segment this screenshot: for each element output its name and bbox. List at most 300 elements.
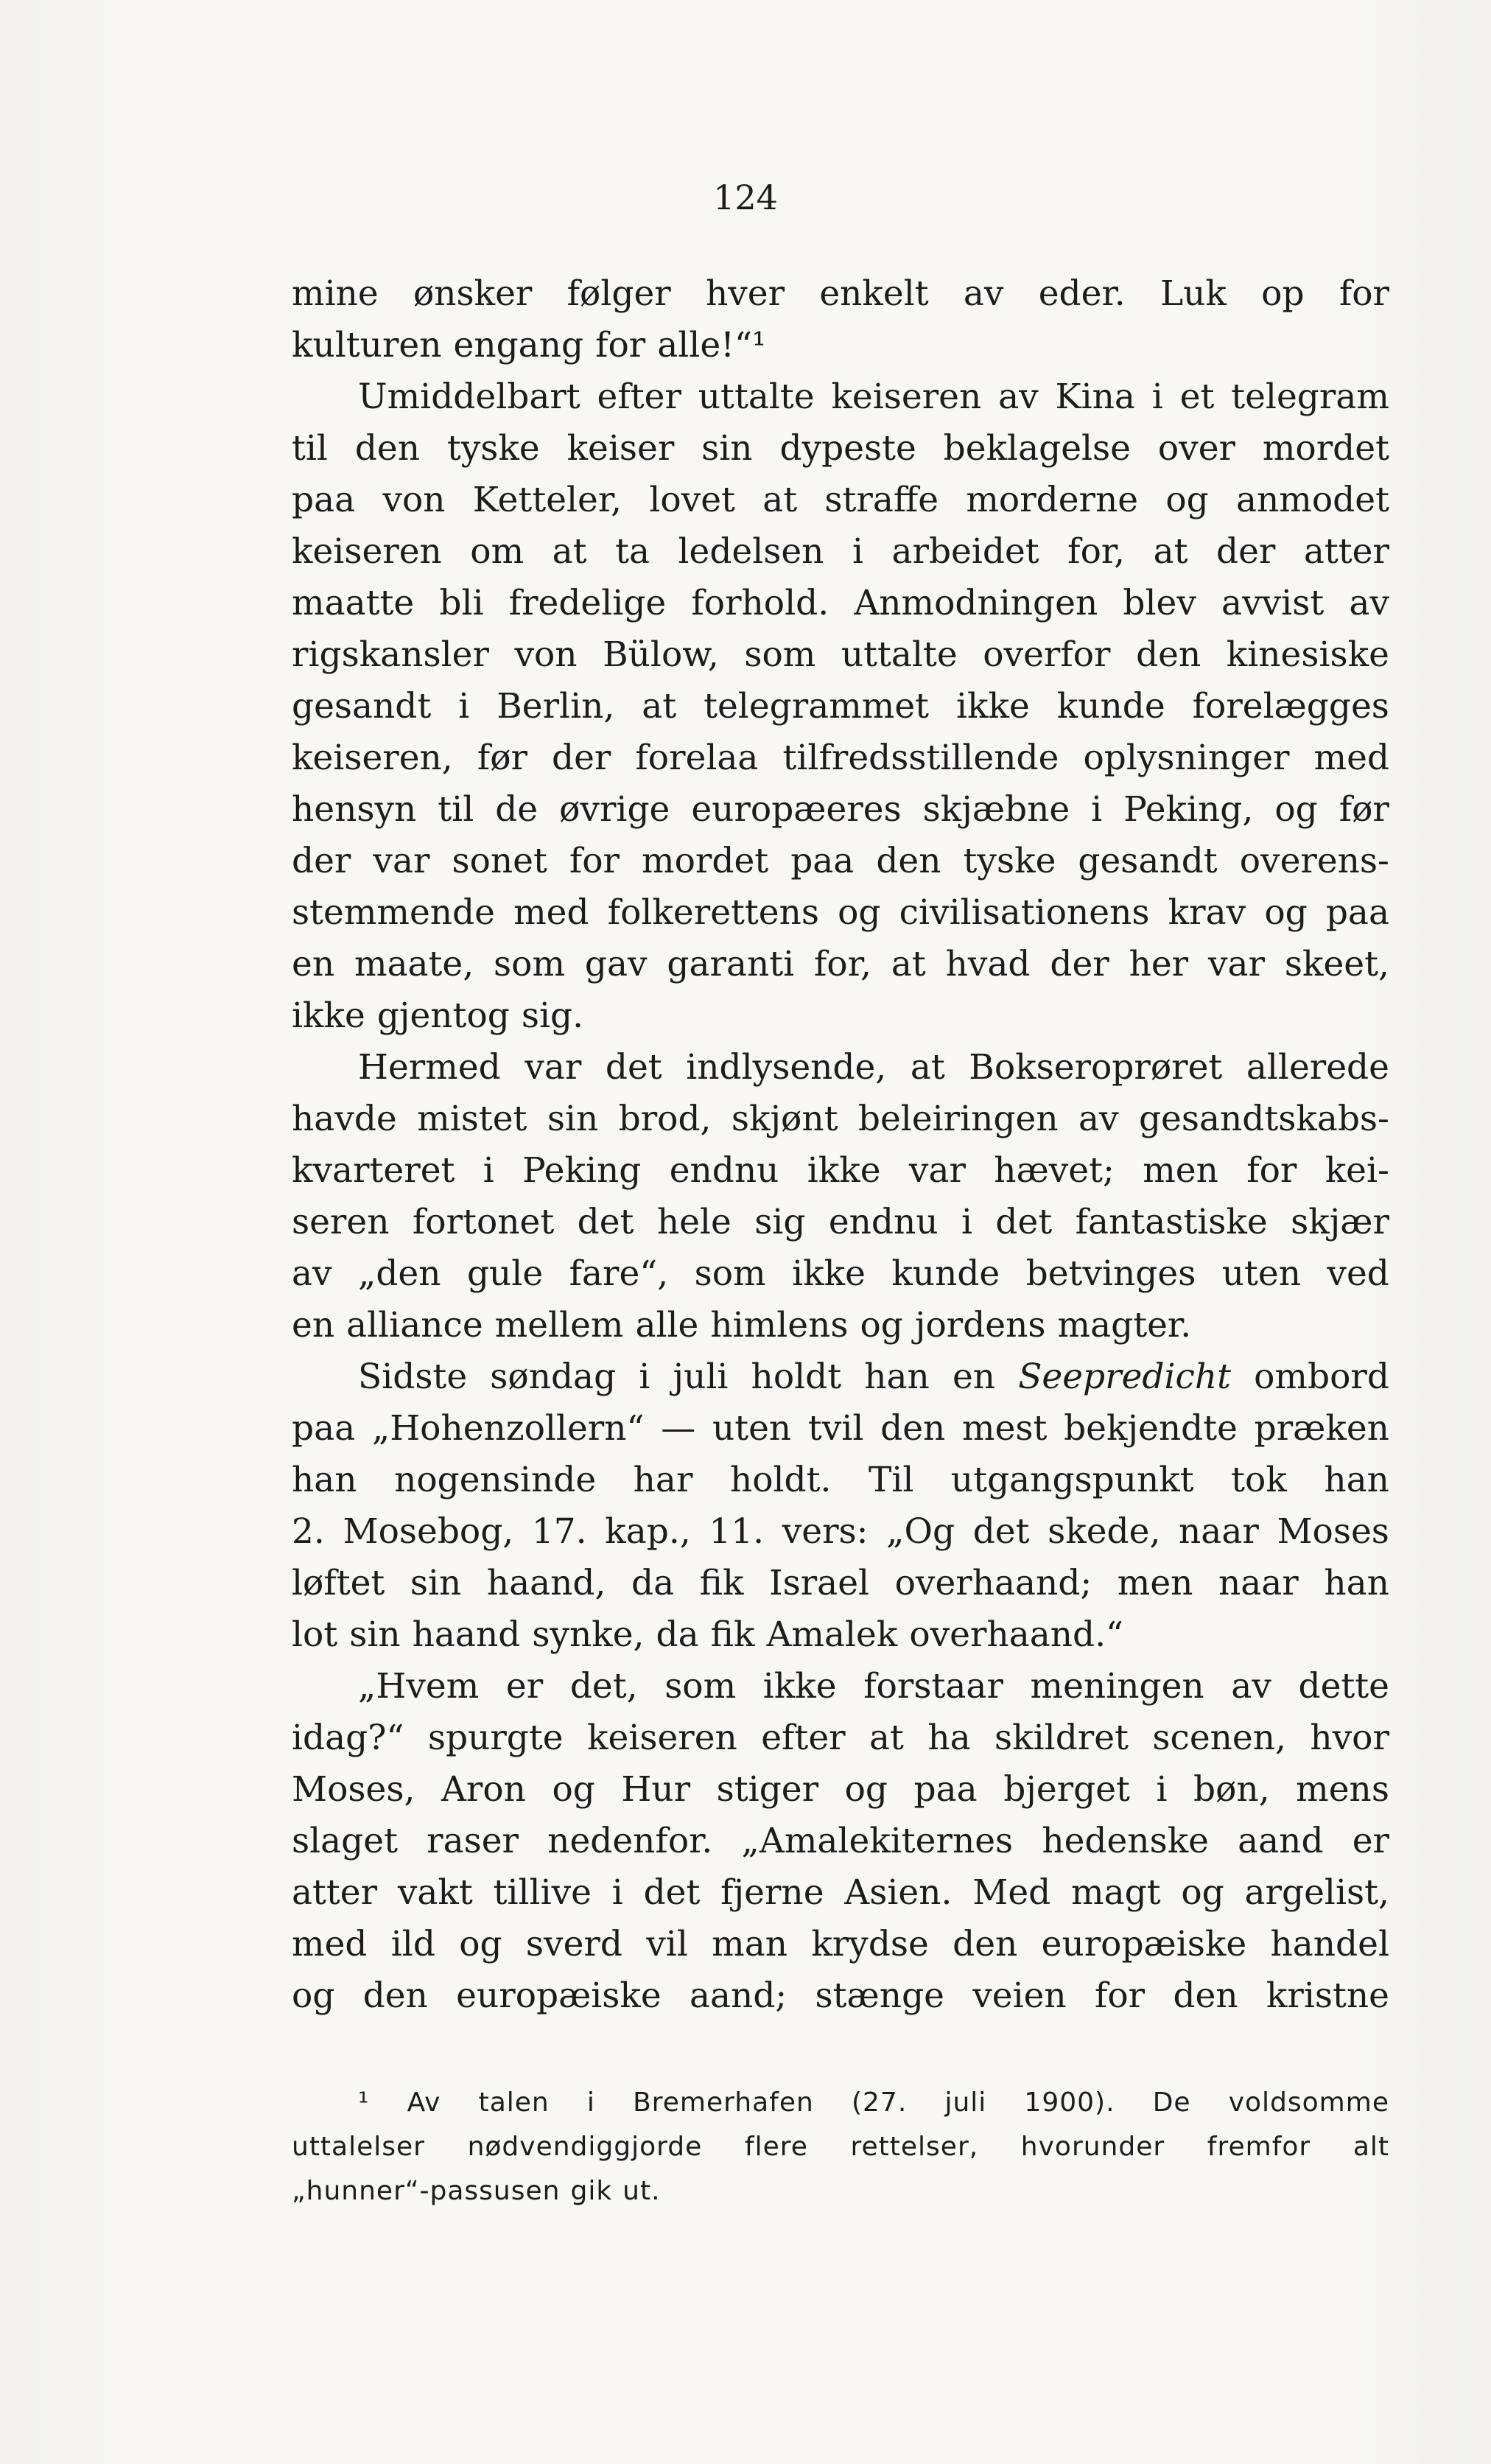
word: sin: [547, 1099, 599, 1139]
word: anmodet: [1236, 480, 1389, 520]
word: Til: [868, 1460, 914, 1500]
word: holdt.: [729, 1460, 832, 1500]
word: vers:: [782, 1511, 869, 1552]
word: i: [586, 2087, 595, 2118]
word: i: [458, 686, 470, 727]
word: Moses,: [292, 1769, 415, 1810]
word: sin: [701, 428, 753, 469]
word: skede,: [1048, 1511, 1161, 1552]
word: tvil: [807, 1408, 864, 1449]
word: handel: [1270, 1924, 1389, 1964]
footnotes: [292, 2081, 1389, 2213]
word: efter: [761, 1718, 846, 1758]
word: paa: [292, 480, 356, 520]
word: paa: [790, 841, 855, 881]
word: voldsomme: [1228, 2087, 1389, 2118]
word: Hermed: [358, 1047, 501, 1088]
word: i: [611, 1872, 623, 1913]
word: meningen: [1030, 1666, 1204, 1707]
word: der: [552, 738, 611, 778]
word: tillive: [493, 1872, 592, 1913]
word: garanti: [667, 944, 795, 984]
word: uten: [1221, 1253, 1301, 1294]
word: det: [972, 1511, 1030, 1552]
word: Moses: [1277, 1511, 1389, 1552]
word: og: [459, 1924, 502, 1964]
word: en: [292, 1305, 335, 1345]
word: keiser: [566, 428, 675, 469]
word: „Hvem: [358, 1666, 480, 1707]
word: avvist: [1221, 583, 1325, 623]
word: Ketteler,: [472, 480, 622, 520]
word: han: [1324, 1563, 1389, 1603]
body-line: [292, 423, 1389, 475]
word: jordens: [914, 1305, 1046, 1345]
word: at: [891, 944, 926, 984]
word: seren: [292, 1202, 390, 1242]
word: oplysninger: [1083, 738, 1290, 778]
word: er: [505, 1666, 544, 1707]
word: Seepredicht: [1018, 1357, 1231, 1397]
word: talen: [478, 2087, 550, 2118]
body-line: [292, 268, 1389, 320]
body-line: [292, 629, 1389, 681]
word: atter: [1303, 531, 1389, 572]
word: bøn,: [1193, 1769, 1270, 1810]
word: fare“,: [569, 1253, 669, 1294]
word: krav: [1168, 892, 1246, 933]
word: „hunner“-passusen: [292, 2176, 561, 2206]
word: mellem: [494, 1305, 624, 1345]
word: hvad: [945, 944, 1031, 984]
word: Bokseroprøret: [969, 1047, 1223, 1088]
word: Sidste: [358, 1357, 468, 1397]
word: slaget: [292, 1821, 398, 1861]
word: der: [292, 841, 351, 881]
word: Umiddelbart: [358, 377, 580, 417]
word: 11.: [709, 1511, 765, 1552]
word: at: [1153, 531, 1188, 572]
word: mine: [292, 273, 379, 314]
word: ved: [1327, 1253, 1389, 1294]
word: telegram: [1231, 377, 1389, 417]
word: von: [514, 634, 578, 675]
word: paa: [292, 1408, 356, 1449]
word: her: [1129, 944, 1189, 984]
word: det: [577, 1202, 634, 1242]
word: skeet,: [1284, 944, 1389, 984]
word: og: [1165, 480, 1209, 520]
word: skjæbne: [922, 789, 1070, 830]
body-line: [292, 1042, 1389, 1093]
word: det: [605, 1047, 662, 1088]
body-line: [292, 1197, 1389, 1248]
word: ønsker: [413, 273, 533, 314]
word: Bülow,: [603, 634, 719, 675]
word: stemmende: [292, 892, 495, 933]
word: rigskansler: [292, 634, 489, 675]
word: vakt: [397, 1872, 473, 1913]
word: ikke: [292, 995, 365, 1036]
word: aand: [1238, 1821, 1324, 1861]
word: kunde: [891, 1253, 1000, 1294]
word: 2.: [292, 1511, 325, 1552]
word: ¹: [358, 2087, 370, 2118]
word: gik: [570, 2176, 613, 2206]
word: juli: [673, 1357, 729, 1397]
word: til: [438, 789, 474, 830]
word: mistet: [417, 1099, 527, 1139]
word: Aron: [441, 1769, 526, 1810]
word: naar: [1218, 1563, 1299, 1603]
word: juli: [944, 2087, 987, 2118]
word: over: [1157, 428, 1235, 469]
word: arbeidet: [891, 531, 1039, 572]
word: gjentog: [376, 995, 510, 1036]
word: himlens: [710, 1305, 849, 1345]
body-line: [292, 836, 1389, 887]
word: og: [844, 1769, 888, 1810]
word: er: [1352, 1821, 1389, 1861]
word: i: [639, 1357, 650, 1397]
word: øvrige: [559, 789, 670, 830]
footnote-line: [292, 2081, 1389, 2125]
word: magt: [1071, 1872, 1161, 1913]
word: stiger: [716, 1769, 819, 1810]
word: „Hohenzollern“: [371, 1408, 645, 1449]
word: skildret: [994, 1718, 1129, 1758]
word: folkerettens: [607, 892, 819, 933]
word: —: [661, 1408, 696, 1449]
word: Luk: [1160, 273, 1227, 314]
word: idag?“: [292, 1718, 404, 1758]
word: veien: [972, 1975, 1067, 2016]
body-line: [292, 1867, 1389, 1919]
word: civilisationens: [899, 892, 1150, 933]
word: naar: [1179, 1511, 1259, 1552]
word: alle!“¹: [657, 325, 766, 365]
word: som: [744, 634, 816, 675]
body-line: [292, 1248, 1389, 1300]
word: beklagelse: [943, 428, 1131, 469]
word: ledelsen: [678, 531, 824, 572]
word: fik: [710, 1614, 755, 1655]
word: var: [908, 1150, 966, 1191]
word: det,: [569, 1666, 638, 1707]
word: gesandtskabs-: [1138, 1099, 1389, 1139]
word: tyske: [446, 428, 540, 469]
word: lot: [292, 1614, 338, 1655]
word: 17.: [531, 1511, 587, 1552]
word: han: [864, 1357, 930, 1397]
word: telegrammet: [704, 686, 930, 727]
body-line: [292, 526, 1389, 578]
word: hensyn: [292, 789, 417, 830]
word: sin: [349, 1614, 401, 1655]
word: eder.: [1038, 273, 1126, 314]
word: at: [642, 686, 677, 727]
word: Peking,: [1123, 789, 1254, 830]
word: fredelige: [508, 583, 667, 623]
word: Asien.: [844, 1872, 953, 1913]
word: ikke: [762, 1666, 837, 1707]
word: gav: [584, 944, 648, 984]
word: holdt: [751, 1357, 842, 1397]
word: for: [1339, 273, 1389, 314]
word: Amalek: [766, 1614, 898, 1655]
word: blev: [1123, 583, 1196, 623]
word: en: [292, 944, 335, 984]
word: den: [876, 841, 941, 881]
word: i: [852, 531, 863, 572]
body-line: [292, 1816, 1389, 1867]
word: at: [910, 1047, 945, 1088]
word: tok: [1231, 1460, 1287, 1500]
word: for,: [1067, 531, 1126, 572]
body-line: [292, 681, 1389, 732]
word: tilfredsstillende: [782, 738, 1059, 778]
word: for: [1094, 1975, 1146, 2016]
word: som: [694, 1253, 766, 1294]
word: fik: [699, 1563, 744, 1603]
word: han: [1324, 1460, 1389, 1500]
word: forhold.: [691, 583, 829, 623]
word: en: [952, 1357, 996, 1397]
body-line: [292, 1558, 1389, 1609]
word: man: [712, 1924, 788, 1964]
word: de: [495, 789, 538, 830]
word: og: [1264, 892, 1308, 933]
word: sonet: [452, 841, 547, 881]
word: i: [1156, 1769, 1168, 1810]
word: om: [470, 531, 525, 572]
word: mest: [962, 1408, 1048, 1449]
footnote-line: [292, 2125, 1389, 2169]
word: i: [961, 1202, 973, 1242]
word: ut.: [622, 2176, 661, 2206]
word: von: [382, 480, 446, 520]
word: fjerne: [720, 1872, 824, 1913]
word: der: [1216, 531, 1276, 572]
word: og: [292, 1975, 335, 2016]
word: ikke: [807, 1150, 881, 1191]
word: hele: [656, 1202, 732, 1242]
word: for: [595, 325, 646, 365]
body-line: [292, 320, 1389, 371]
word: av: [292, 1253, 332, 1294]
word: av: [963, 273, 1004, 314]
word: hvor: [1310, 1718, 1389, 1758]
word: at: [762, 480, 798, 520]
word: bli: [439, 583, 484, 623]
body-line: [292, 1609, 1389, 1661]
word: men: [1117, 1563, 1193, 1603]
word: gule: [466, 1253, 544, 1294]
body-line: [292, 784, 1389, 836]
word: enkelt: [819, 273, 929, 314]
body-line: [292, 1970, 1389, 2022]
word: nedenfor.: [547, 1821, 713, 1861]
word: aand;: [690, 1975, 787, 2016]
body-text: [292, 268, 1389, 2022]
word: uttalte: [841, 634, 958, 675]
word: overens-: [1239, 841, 1389, 881]
word: haand: [412, 1614, 521, 1655]
body-line: [292, 1351, 1389, 1403]
word: av: [1349, 583, 1389, 623]
word: fremfor: [1207, 2132, 1311, 2162]
word: 1900).: [1024, 2087, 1115, 2118]
word: og: [860, 1305, 903, 1345]
word: at: [869, 1718, 904, 1758]
word: gesandt: [1078, 841, 1218, 881]
word: Anmodningen: [854, 583, 1098, 623]
word: alliance: [346, 1305, 483, 1345]
word: kvarteret: [292, 1150, 455, 1191]
word: har: [633, 1460, 693, 1500]
word: „Amalekiternes: [741, 1821, 1014, 1861]
word: „den: [358, 1253, 441, 1294]
body-line: [292, 1403, 1389, 1455]
word: søndag: [490, 1357, 617, 1397]
word: forelægges: [1192, 686, 1389, 727]
word: og: [552, 1769, 595, 1810]
word: synke,: [532, 1614, 645, 1655]
word: ikke: [956, 686, 1030, 727]
word: ta: [615, 531, 650, 572]
word: det: [995, 1202, 1053, 1242]
word: keiseren: [587, 1718, 737, 1758]
word: i: [1151, 377, 1163, 417]
word: efter: [597, 377, 681, 417]
word: mordet: [1262, 428, 1389, 469]
body-line: [292, 475, 1389, 526]
word: overfor: [983, 634, 1111, 675]
word: men: [1143, 1150, 1218, 1191]
word: Berlin,: [497, 686, 615, 727]
word: forelaa: [635, 738, 759, 778]
body-line: [292, 1300, 1389, 1351]
word: endnu: [828, 1202, 939, 1242]
word: bekjendte: [1064, 1408, 1238, 1449]
word: løftet: [292, 1563, 385, 1603]
word: beleiringen: [857, 1099, 1059, 1139]
body-line: [292, 990, 1389, 1042]
word: hver: [705, 273, 785, 314]
word: magter.: [1057, 1305, 1192, 1345]
word: engang: [453, 325, 584, 365]
word: endnu: [669, 1150, 779, 1191]
word: Med: [972, 1872, 1051, 1913]
word: brod,: [618, 1099, 712, 1139]
word: overhaand;: [894, 1563, 1092, 1603]
word: av: [1078, 1099, 1119, 1139]
word: og: [1274, 789, 1318, 830]
word: skjær: [1291, 1202, 1389, 1242]
word: sverd: [525, 1924, 622, 1964]
word: til: [292, 428, 328, 469]
word: flere: [744, 2132, 808, 2162]
word: og: [1181, 1872, 1224, 1913]
word: før: [477, 738, 527, 778]
word: krydse: [811, 1924, 929, 1964]
word: keiseren,: [292, 738, 453, 778]
body-line: [292, 1919, 1389, 1970]
word: da: [656, 1614, 699, 1655]
word: tyske: [963, 841, 1056, 881]
word: kunde: [1056, 686, 1165, 727]
word: indlysende,: [686, 1047, 887, 1088]
word: han: [292, 1460, 357, 1500]
word: maate,: [354, 944, 474, 984]
word: før: [1339, 789, 1389, 830]
word: rettelser,: [850, 2132, 979, 2162]
word: gesandt: [292, 686, 432, 727]
word: et: [1179, 377, 1215, 417]
word: den: [953, 1924, 1018, 1964]
word: allerede: [1246, 1047, 1389, 1088]
word: av: [998, 377, 1039, 417]
word: overhaand.“: [909, 1614, 1124, 1655]
word: for,: [814, 944, 871, 984]
word: keiseren: [292, 531, 442, 572]
word: der: [1050, 944, 1109, 984]
word: betvinges: [1025, 1253, 1196, 1294]
word: fortonet: [412, 1202, 555, 1242]
word: den: [362, 1975, 428, 2016]
word: „Og: [886, 1511, 955, 1552]
word: mens: [1296, 1769, 1389, 1810]
word: det: [643, 1872, 701, 1913]
word: paa: [1325, 892, 1389, 933]
word: i: [483, 1150, 494, 1191]
word: keiseren: [831, 377, 982, 417]
word: sig: [754, 1202, 806, 1242]
word: som: [664, 1666, 737, 1707]
body-line: [292, 1093, 1389, 1145]
word: for: [1246, 1150, 1297, 1191]
word: og: [838, 892, 881, 933]
body-line: [292, 1764, 1389, 1816]
word: Kina: [1055, 377, 1135, 417]
word: uttalte: [698, 377, 815, 417]
word: ikke: [792, 1253, 866, 1294]
word: De: [1152, 2087, 1191, 2118]
word: skjønt: [731, 1099, 838, 1139]
footnote-line: [292, 2169, 1389, 2213]
word: vil: [646, 1924, 688, 1964]
word: lovet: [649, 480, 735, 520]
word: da: [631, 1563, 675, 1603]
word: for: [569, 841, 620, 881]
word: havde: [292, 1099, 397, 1139]
word: præken: [1254, 1408, 1389, 1449]
body-line: [292, 939, 1389, 990]
word: den: [1136, 634, 1201, 675]
word: straffe: [824, 480, 939, 520]
word: kei-: [1325, 1150, 1389, 1191]
word: følger: [566, 273, 671, 314]
word: med: [513, 892, 589, 933]
body-line: [292, 1712, 1389, 1764]
word: europæiske: [456, 1975, 662, 2016]
word: Peking: [522, 1150, 642, 1191]
word: den: [880, 1408, 946, 1449]
word: kap.,: [605, 1511, 691, 1552]
word: op: [1261, 273, 1305, 314]
body-line: [292, 732, 1389, 784]
word: uten: [712, 1408, 792, 1449]
